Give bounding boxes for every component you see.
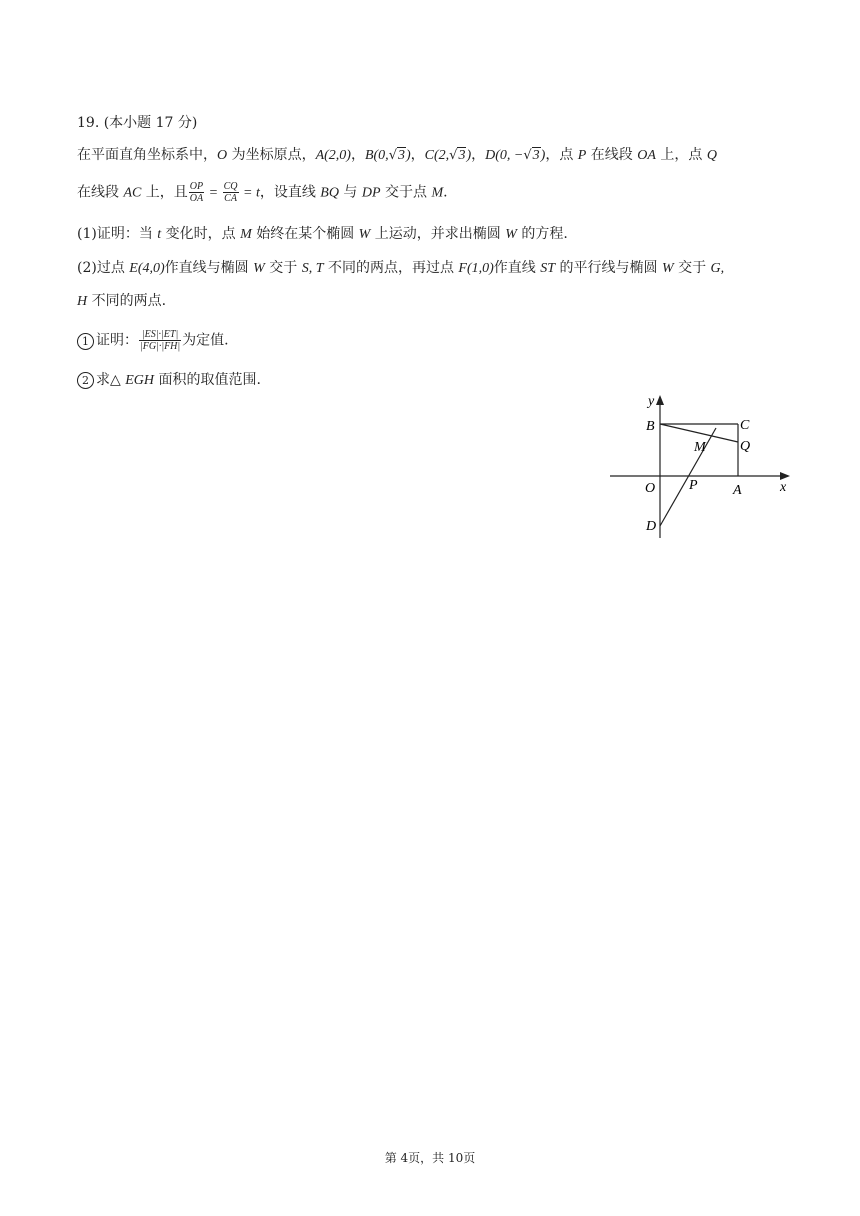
label-d: D (646, 519, 657, 534)
problem-line-3: 在线段 AC 上，且 $\frac{OP}{OA}$ = $\frac{CQ}{CA}$ = t，设直线 BQ 与 DP 交于点 M. (77, 181, 448, 204)
x-axis-arrow (780, 472, 790, 480)
sub-question-2: 2 求△ EGH 面积的取值范围. (77, 370, 261, 391)
label-q: Q (740, 439, 751, 454)
coordinate-figure (600, 388, 800, 548)
label-x: x (780, 480, 787, 495)
circled-number-1: 1 (77, 333, 94, 350)
label-b: B (646, 419, 655, 434)
fraction-cq-ca: $\frac{CQ}{CA}$ (223, 181, 238, 204)
label-y: y (648, 394, 655, 409)
label-m: M (694, 440, 706, 455)
fraction-op-oa: $\frac{OP}{OA}$ (189, 181, 204, 204)
label-c: C (740, 418, 750, 433)
label-a: A (733, 483, 742, 498)
fraction-es-et-fg-fh: $\frac{|ES|\cdot|ET|}{|FG|\cdot|FH|}$ (140, 329, 181, 352)
problem-part-2-cont: H 不同的两点. (77, 293, 167, 309)
label-p: P (689, 478, 698, 493)
problem-intro-line: 在平面直角坐标系中，O 为坐标原点，A(2,0)，B(0,√3)，C(2,√3)，D(0, −√3)，点 P 在线段 OA 上，点 Q (77, 147, 717, 163)
sub-question-1: 1 证明： $\frac{|ES|\cdot|ET|}{|FG|\cdot|FH|}$ 为定值. (77, 329, 229, 352)
page-footer: 第 4页，共 10页 (384, 1151, 476, 1165)
problem-part-1: (1)证明：当 t 变化时，点 M 始终在某个椭圆 W 上运动，并求出椭圆 W 的方程. (77, 226, 568, 242)
y-axis-arrow (656, 395, 664, 405)
problem-header: 19. (本小题 17 分) (77, 115, 198, 131)
line-dp (660, 428, 716, 526)
circled-number-2: 2 (77, 372, 94, 389)
problem-part-2: (2)过点 E(4,0)作直线与椭圆 W 交于 S, T 不同的两点，再过点 F(1,0)作直线 ST 的平行线与椭圆 W 交于 G, (77, 260, 725, 276)
label-o: O (645, 481, 656, 496)
